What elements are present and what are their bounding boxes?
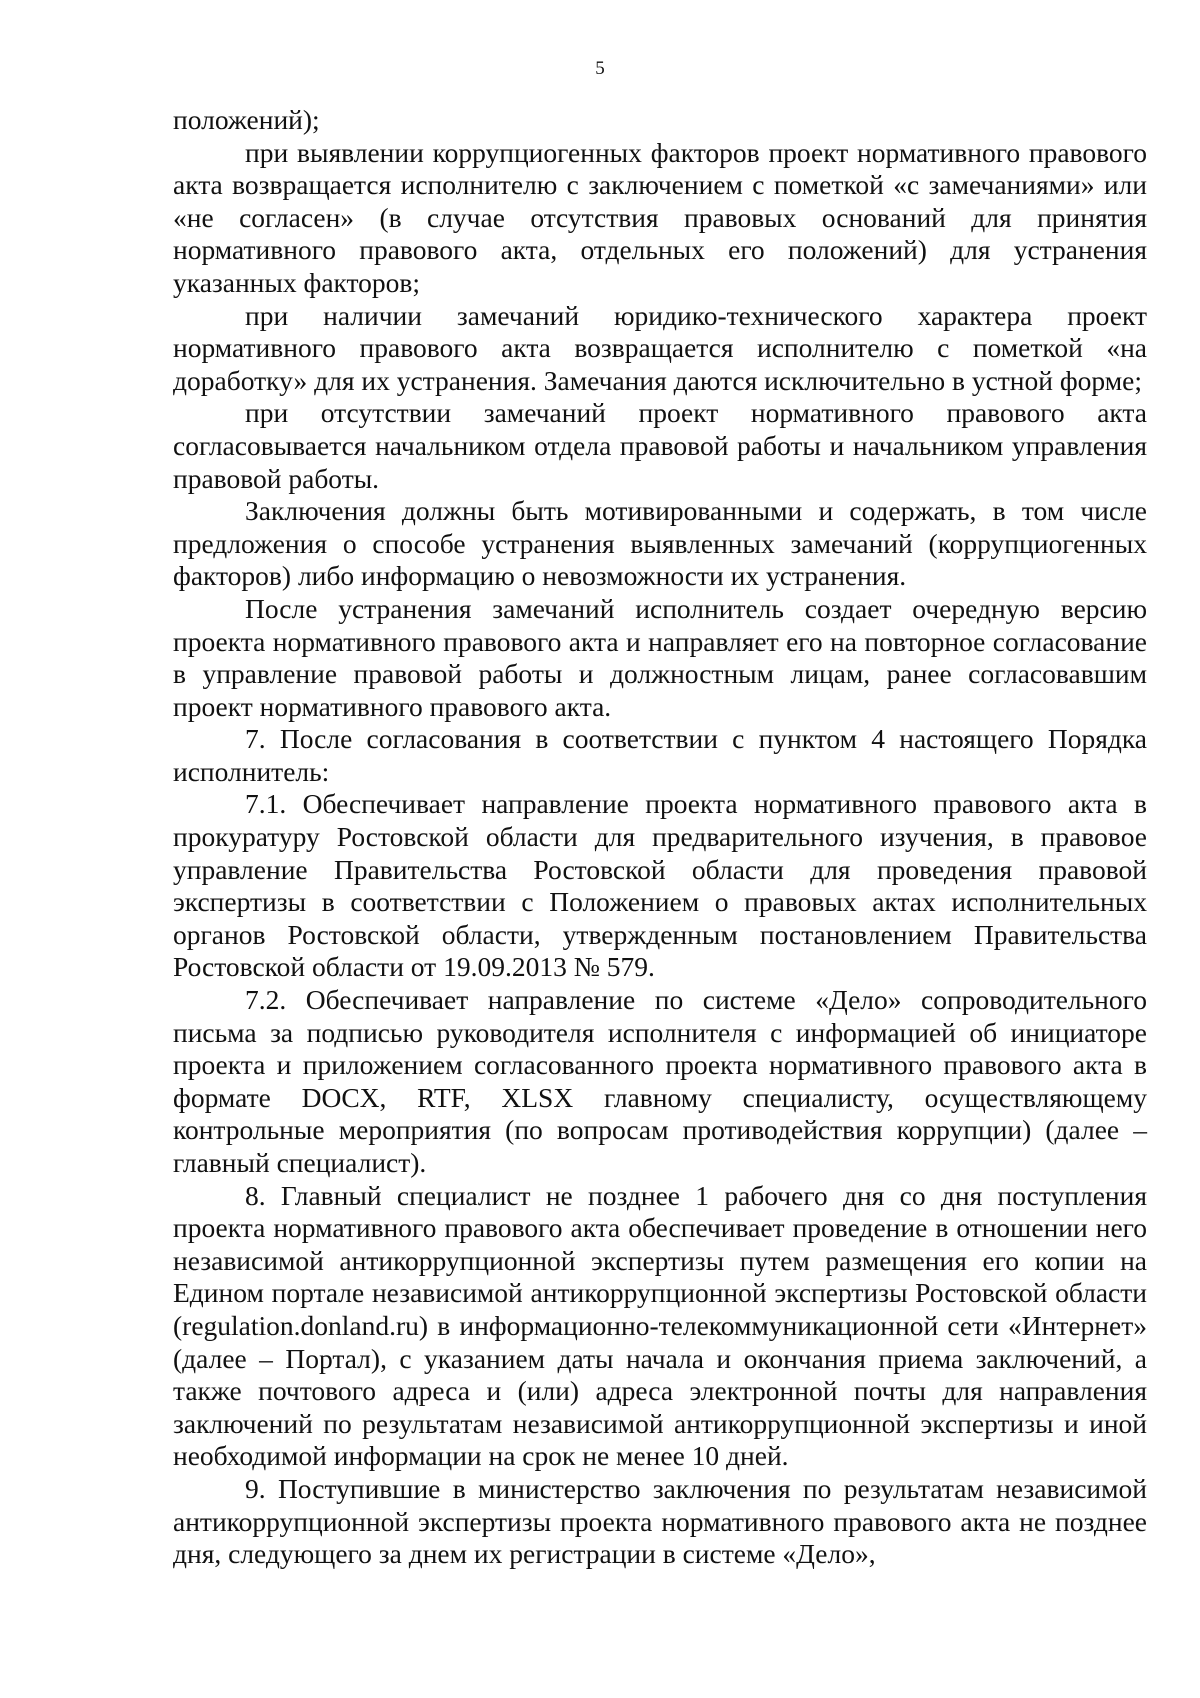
paragraph-item-9: 9. Поступившие в министерство заключения по результатам независимой антикоррупционной экспертизы проекта нормативного правового акта не позднее дня, следующего за днем их регистрации в системе «Дело», — [173, 1472, 1147, 1570]
paragraph-item-8: 8. Главный специалист не позднее 1 рабочего дня со дня поступления проекта нормативного правового акта обеспечивает проведение в отношении него независимой антикоррупционной экспертизы путем размещения его копии на Едином портале независимой антикоррупционной экспертизы Ростовской области (regulation.donland.ru) в информационно-телекоммуникационной сети «Интернет» (далее – Портал), с указанием даты начала и окончания приема заключений, а также почтового адреса и (или) адреса электронной почты для направления заключений по результатам независимой антикоррупционной экспертизы и иной необходимой информации на срок не менее 10 дней. — [173, 1179, 1147, 1472]
paragraph-continuation: положений); — [173, 104, 320, 135]
paragraph-conclusions: Заключения должны быть мотивированными и содержать, в том числе предложения о способе устранения выявленных замечаний (коррупциогенных факторов) либо информацию о невозможности их устранения. — [173, 495, 1147, 592]
paragraph-item-7: 7. После согласования в соответствии с пунктом 4 настоящего Порядка исполнитель: — [173, 723, 1147, 787]
paragraph-item-7-2: 7.2. Обеспечивает направление по системе «Дело» сопроводительного письма за подписью руководителя исполнителя с информацией об инициаторе проекта и приложением согласованного проекта нормативного правового акта в формате DOCX, RTF, XLSX главному специалисту, осуществляющему контрольные мероприятия (по вопросам противодействия коррупции) (далее – главный специалист). — [173, 984, 1147, 1178]
paragraph-corruption-factors: при выявлении коррупциогенных факторов проект нормативного правового акта возвращается исполнителю с заключением с пометкой «с замечаниями» или «не согласен» (в случае отсутствия правовых оснований для принятия нормативного правового акта, отдельных его положений) для устранения указанных факторов; — [173, 136, 1147, 298]
paragraph-technical-remarks: при наличии замечаний юридико-технического характера проект нормативного правового акта возвращается исполнителю с пометкой «на доработку» для их устранения. Замечания даются исключительно в устной форме; — [173, 299, 1147, 396]
paragraph-no-remarks: при отсутствии замечаний проект нормативного правового акта согласовывается начальником отдела правовой работы и начальником управления правовой работы. — [173, 397, 1147, 494]
page-number: 5 — [595, 58, 605, 79]
paragraph-item-7-1: 7.1. Обеспечивает направление проекта нормативного правового акта в прокуратуру Ростовской области для предварительного изучения, в правовое управление Правительства Ростовской области для проведения правовой экспертизы в соответствии с Положением о правовых актах исполнительных органов Ростовской области, утвержденным постановлением Правительства Ростовской области от 19.09.2013 № 579. — [173, 788, 1147, 983]
document-body — [173, 104, 1147, 1571]
paragraph-after-remarks: После устранения замечаний исполнитель создает очередную версию проекта нормативного правового акта и направляет его на повторное согласование в управление правовой работы и должностным лицам, ранее согласовавшим проект нормативного правового акта. — [173, 592, 1147, 722]
